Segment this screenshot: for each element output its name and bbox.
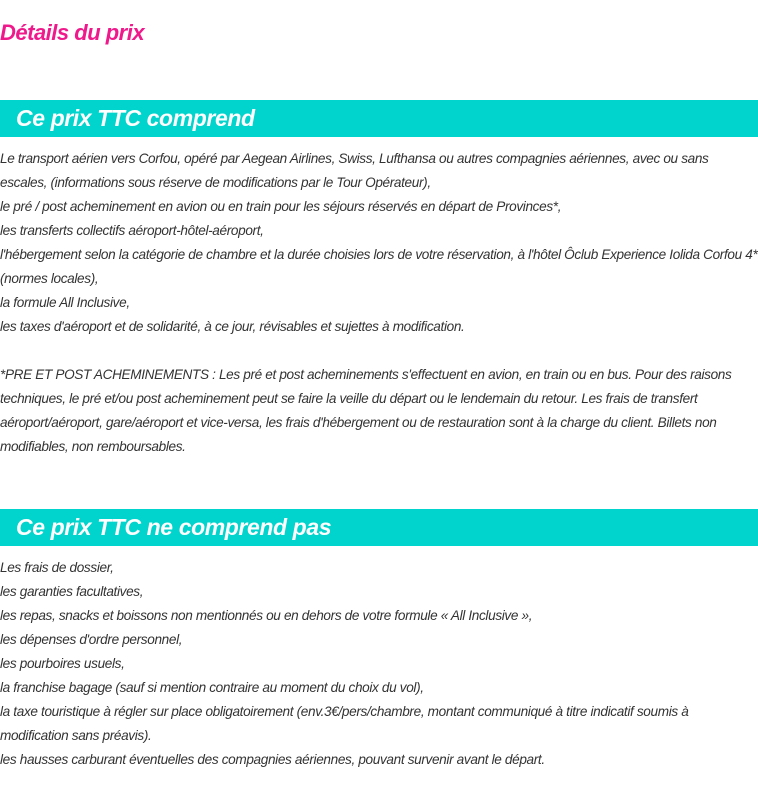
list-item: les taxes d'aéroport et de solidarité, à ce jour, révisables et sujettes à modification. (0, 319, 465, 334)
list-item: les repas, snacks et boissons non mentionnés ou en dehors de votre formule « All Inclusive », (0, 608, 533, 623)
list-item: la formule All Inclusive, (0, 295, 130, 310)
excluded-list (0, 556, 758, 772)
list-item: le pré / post acheminement en avion ou en train pour les séjours réservés en départ de Provinces*, (0, 199, 562, 214)
included-heading: Ce prix TTC comprend (0, 100, 758, 137)
page-title: Détails du prix (0, 20, 145, 45)
list-item: les garanties facultatives, (0, 584, 144, 599)
list-item: Les frais de dossier, (0, 560, 114, 575)
list-item: l'hébergement selon la catégorie de chambre et la durée choisies lors de votre réservation, à l'hôtel Ôclub Experience Iolida Corfou 4* (normes locales), (0, 247, 758, 286)
note-text: *PRE ET POST ACHEMINEMENTS : Les pré et post acheminements s'effectuent en avion, en train ou en bus. Pour des raisons techniques, le pré et/ou post acheminement peut se faire la veille du départ ou le lendemain du retour. Les frais de transfert aéroport/aéroport, gare/aéroport et vice-versa, les frais d'hébergement ou de restauration sont à la charge du client. Billets non modifiables, non remboursables. (0, 367, 732, 454)
acheminement-note (0, 363, 758, 459)
list-item: les transferts collectifs aéroport-hôtel-aéroport, (0, 223, 264, 238)
list-item: la franchise bagage (sauf si mention contraire au moment du choix du vol), (0, 680, 424, 695)
list-item: les dépenses d'ordre personnel, (0, 632, 183, 647)
list-item: les hausses carburant éventuelles des compagnies aériennes, pouvant survenir avant le départ. (0, 752, 545, 767)
list-item: Le transport aérien vers Corfou, opéré par Aegean Airlines, Swiss, Lufthansa ou autres compagnies aériennes, avec ou sans escales, (informations sous réserve de modifications par le Tour Opérateur), (0, 151, 709, 190)
list-item: la taxe touristique à régler sur place obligatoirement (env.3€/pers/chambre, montant communiqué à titre indicatif soumis à modification sans préavis). (0, 704, 689, 743)
list-item: les pourboires usuels, (0, 656, 125, 671)
excluded-heading: Ce prix TTC ne comprend pas (0, 509, 758, 546)
included-list (0, 147, 758, 339)
